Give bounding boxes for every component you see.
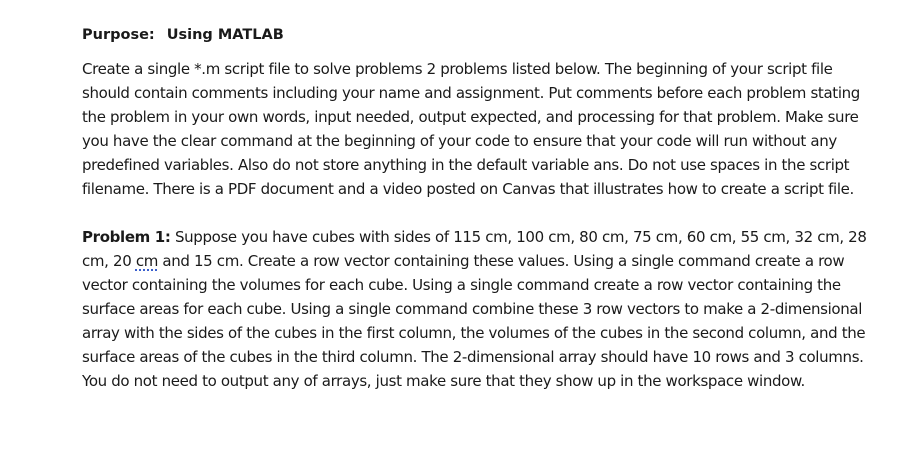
spellcheck-flagged-word[interactable]: cm	[135, 252, 158, 270]
intro-paragraph: Create a single *.m script file to solve problems 2 problems listed below. The beginning of your script file should contain comments including your name and assignment. Put comments before each problem stating the problem in your own words, input needed, output expected, and processing for that problem. Make sure you have the clear command at the beginning of your code to ensure that your code will run without any predefined variables. Also do not store anything in the default variable ans. Do not use spaces in the script filename. There is a PDF document and a video posted on Canvas that illustrates how to create a script file.	[82, 60, 860, 198]
problem-1-text-after: and 15 cm. Create a row vector containing these values. Using a single command create a row vector containing the volumes for each cube. Using a single command create a row vector containing the surface areas for each cube. Using a single command combine these 3 row vectors to make a 2-dimensional array with the sides of the cubes in the first column, the volumes of the cubes in the second column, and the surface areas of the cubes in the third column. The 2-dimensional array should have 10 rows and 3 columns. You do not need to output any of arrays, just make sure that they show up in the workspace window.	[82, 252, 866, 390]
problem-1-label: Problem 1:	[82, 228, 171, 246]
problem-1-text-before: Suppose you have cubes with sides of 115 cm, 100 cm, 80 cm, 75 cm, 60 cm, 55 cm, 32 cm, 28 cm, 20	[82, 228, 867, 270]
problem-1-paragraph	[82, 225, 872, 393]
purpose-value: Using MATLAB	[166, 27, 284, 43]
purpose-heading	[82, 24, 872, 46]
document-body	[82, 24, 872, 393]
purpose-label: Purpose:	[82, 27, 155, 43]
